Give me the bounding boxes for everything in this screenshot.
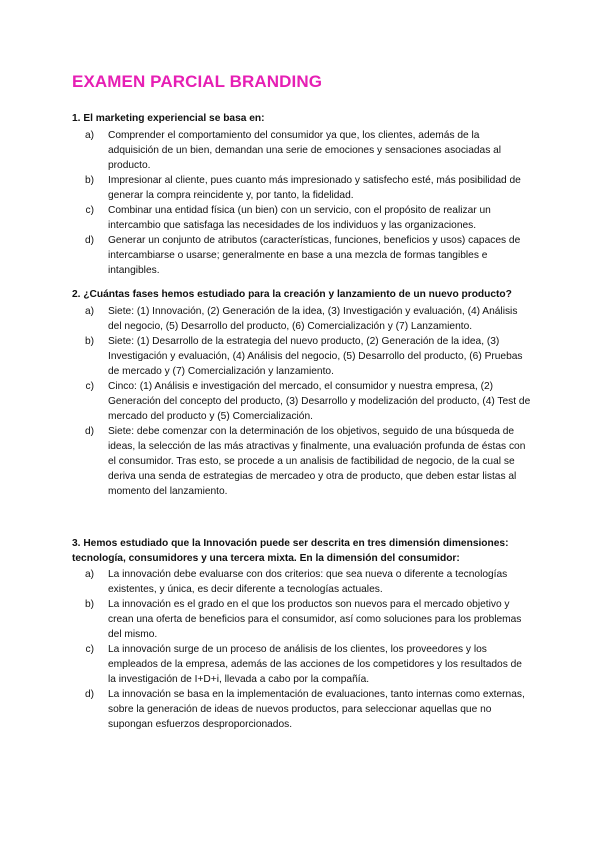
option-c: [72, 642, 532, 687]
option-text: Impresionar al cliente, pues cuanto más impresionado y satisfecho esté, más posibilidad de generar la compra reincidente y, por tanto, la fidelidad.: [108, 174, 521, 201]
option-letter: a): [84, 569, 94, 580]
option-letter: c): [85, 380, 94, 392]
question-text: 2. ¿Cuántas fases hemos estudiado para la creación y lanzamiento de un nuevo producto?: [72, 289, 512, 300]
options-list: [72, 128, 532, 278]
option-text: La innovación se basa en la implementación de evaluaciones, tanto internas como externas, sobre la generación de ideas de nuevos productos, para seleccionar aquellas que no supongan esfuerzos desproporcionados.: [108, 689, 525, 730]
option-c: [72, 203, 532, 233]
option-text: Generar un conjunto de atributos (características, funciones, beneficios y usos) capaces de intercambiarse o usarse; generalmente en base a una mezcla de formas tangibles e intangibles.: [108, 234, 521, 276]
option-text: La innovación debe evaluarse con dos criterios: que sea nueva o diferente a tecnologías existentes, y única, es decir diferente a tecnologías actuales.: [108, 569, 508, 595]
option-letter: b): [84, 599, 94, 610]
option-text: Siete: debe comenzar con la determinación de los objetivos, seguido de una búsqueda de ideas, la selección de las más atractivas y finalmente, una evaluación profunda de éstas con el consumidor. Tras esto, se procede a un analisis de factibilidad de negocio, de la cual se deriva una senda de estrategias de mercadeo y otra de producto, que deben estar listas al momento del lanzamiento.: [108, 425, 526, 497]
option-d: [72, 233, 532, 278]
question-text: 1. El marketing experiencial se basa en:: [72, 113, 265, 124]
option-a: [72, 304, 532, 334]
option-letter: c): [85, 204, 94, 216]
option-text: Siete: (1) Desarrollo de la estrategia del nuevo producto, (2) Generación de la idea, (3) Investigación y evaluación, (4) Análisis del negocio, (5) Desarrollo del producto, (6) Pruebas de mercado y (7) Comercialización y lanzamiento.: [108, 335, 523, 377]
option-letter: d): [84, 425, 94, 437]
option-letter: b): [84, 174, 94, 186]
option-text: Comprender el comportamiento del consumidor ya que, los clientes, además de la adquisición de un bien, demandan una serie de emociones y sensaciones asociadas al producto.: [108, 129, 502, 171]
options-list: [72, 567, 532, 732]
page-title: EXAMEN PARCIAL BRANDING: [72, 72, 323, 91]
option-b: [72, 173, 532, 203]
question-2: [72, 288, 532, 499]
option-text: Siete: (1) Innovación, (2) Generación de la idea, (3) Investigación y evaluación, (4) Análisis del negocio, (5) Desarrollo del producto, (6) Comercialización y (7) Lanzamiento.: [108, 305, 518, 332]
option-a: [72, 128, 532, 173]
option-letter: a): [84, 129, 94, 141]
option-letter: d): [84, 689, 94, 700]
question-1: [72, 112, 532, 278]
option-letter: c): [85, 644, 94, 655]
option-letter: b): [84, 335, 94, 347]
option-text: La innovación surge de un proceso de análisis de los clientes, los proveedores y los empleados de la empresa, además de las acciones de los competidores y los resultados de la investigación de I+D+i, llevada a cabo por la compañía.: [108, 644, 522, 685]
question-3: [72, 537, 532, 732]
option-letter: a): [84, 305, 94, 317]
option-letter: d): [84, 234, 94, 246]
option-text: Combinar una entidad física (un bien) con un servicio, con el propósito de realizar un intercambio que satisfaga las necesidades de los individuos y las organizaciones.: [108, 204, 491, 231]
option-text: Cinco: (1) Análisis e investigación del mercado, el consumidor y nuestra empresa, (2) Generación del concepto del producto, (3) Desarrollo y modelización del producto, (4) Test de mercado del producto y (5) Comercialización.: [108, 380, 531, 422]
option-c: [72, 379, 532, 424]
option-d: [72, 424, 532, 499]
option-b: [72, 334, 532, 379]
option-b: [72, 597, 532, 642]
options-list: [72, 304, 532, 499]
option-d: [72, 687, 532, 732]
question-text: 3. Hemos estudiado que la Innovación puede ser descrita en tres dimensión dimensiones: tecnología, consumidores y una tercera mixta. En la dimensión del consumidor:: [72, 538, 509, 564]
option-text: La innovación es el grado en el que los productos son nuevos para el mercado objetivo y crean una oferta de beneficios para el consumidor, así como soluciones para los problemas del mismo.: [108, 599, 522, 640]
option-a: [72, 567, 532, 597]
